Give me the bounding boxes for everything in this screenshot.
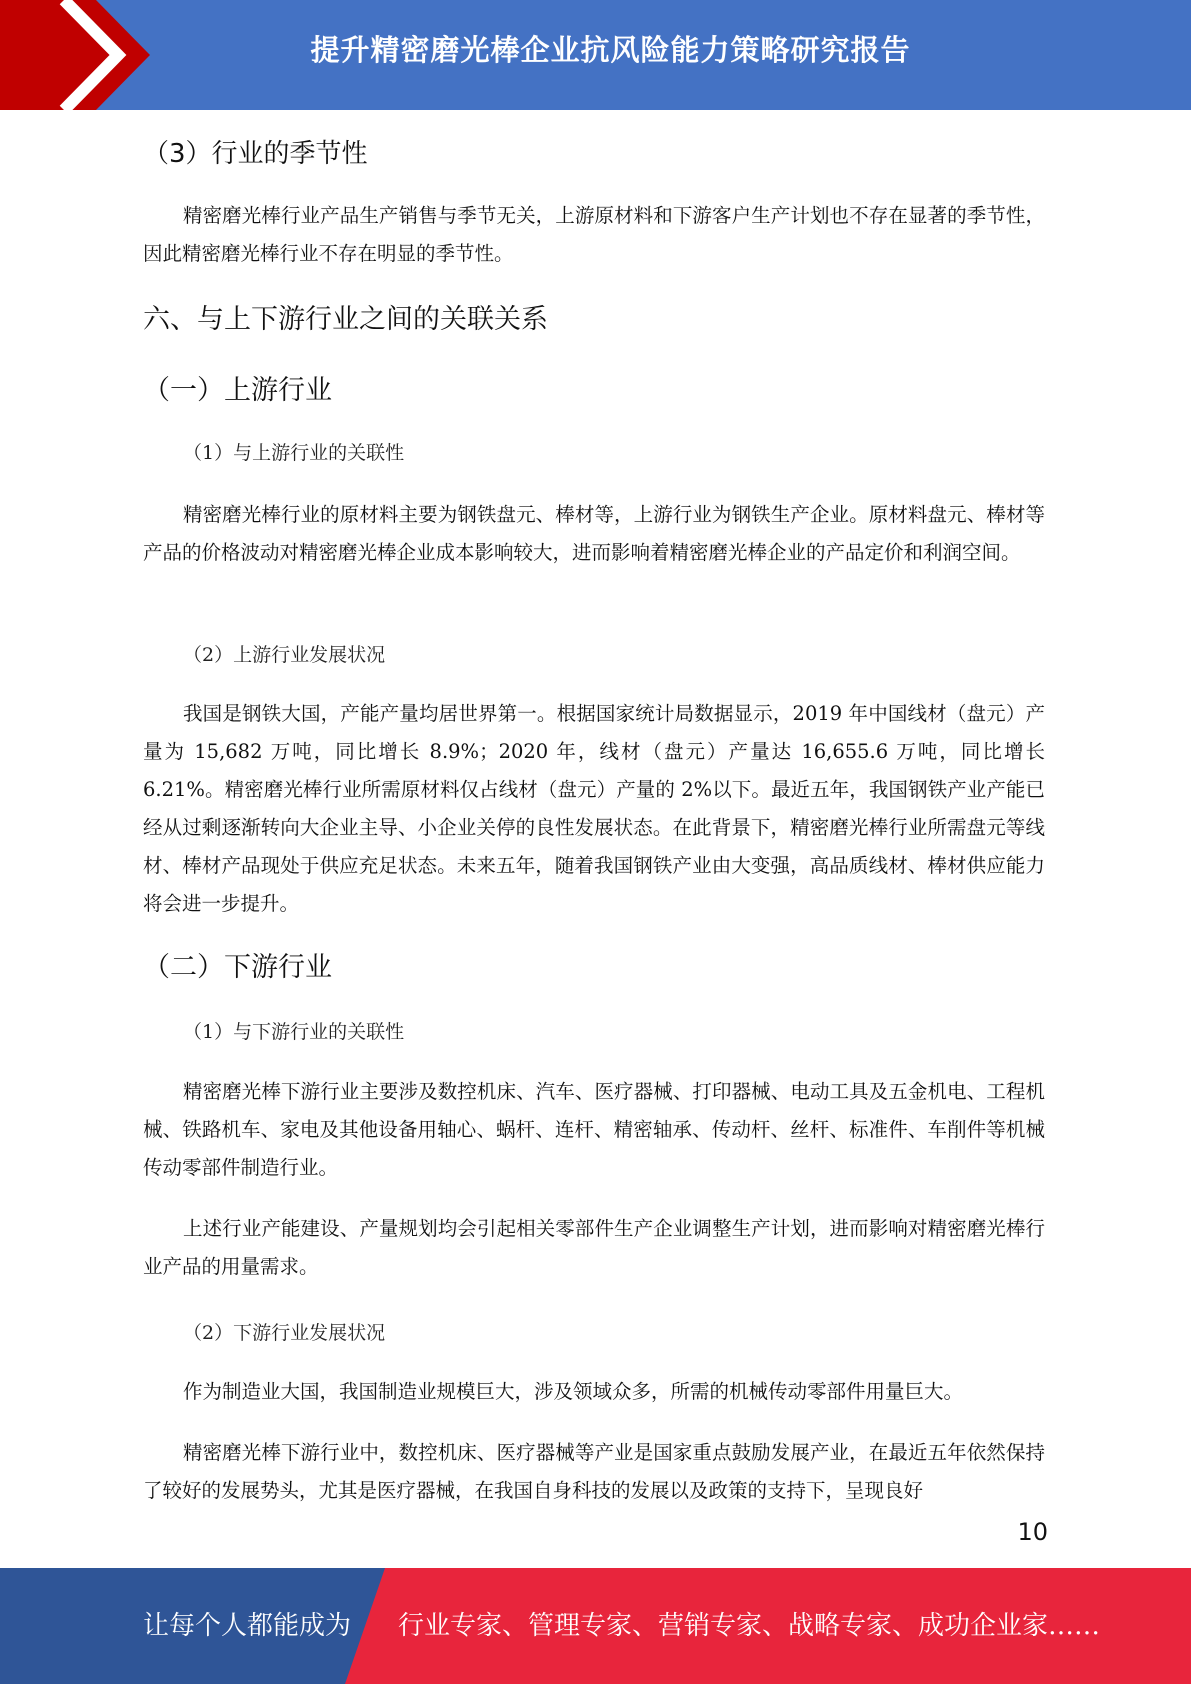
footer-slogan-left: 让每个人都能成为: [143, 1611, 352, 1641]
downstream-growth-paragraph: 精密磨光棒下游行业中，数控机床、医疗器械等产业是国家重点鼓励发展产业，在最近五年依然保持了较好的发展势头，尤其是医疗器械，在我国自身科技的发展以及政策的支持下，呈现良好: [143, 1441, 1045, 1502]
page-footer: [0, 1568, 1191, 1684]
upstream-heading: （一）上游行业: [143, 375, 332, 406]
page-number: 10: [1017, 1518, 1048, 1546]
downstream-scale-paragraph: 作为制造业大国，我国制造业规模巨大，涉及领域众多，所需的机械传动零部件用量巨大。: [183, 1380, 964, 1403]
upstream-item-relation: （1）与上游行业的关联性: [183, 442, 405, 464]
downstream-demand-paragraph: 上述行业产能建设、产量规划均会引起相关零部件生产企业调整生产计划，进而影响对精密磨光棒行业产品的用量需求。: [143, 1217, 1045, 1278]
downstream-heading: （二）下游行业: [143, 952, 332, 983]
seasonality-heading: （3）行业的季节性: [143, 139, 368, 169]
downstream-item-status: （2）下游行业发展状况: [183, 1322, 386, 1344]
upstream-item-status: （2）上游行业发展状况: [183, 644, 386, 666]
chain-relationship-heading: 六、与上下游行业之间的关联关系: [143, 304, 548, 335]
seasonality-paragraph: 精密磨光棒行业产品生产销售与季节无关，上游原材料和下游客户生产计划也不存在显著的季节性，因此精密磨光棒行业不存在明显的季节性。: [143, 204, 1045, 265]
footer-slogan-right: 行业专家、管理专家、营销专家、战略专家、成功企业家……: [398, 1611, 1101, 1641]
upstream-relation-paragraph: 精密磨光棒行业的原材料主要为钢铁盘元、棒材等，上游行业为钢铁生产企业。原材料盘元、棒材等产品的价格波动对精密磨光棒企业成本影响较大，进而影响着精密磨光棒企业的产品定价和利润空间。: [143, 503, 1045, 564]
report-title: 提升精密磨光棒企业抗风险能力策略研究报告: [310, 33, 911, 67]
page-header: [0, 0, 1191, 110]
downstream-item-relation: （1）与下游行业的关联性: [183, 1021, 405, 1043]
downstream-relation-paragraph: 精密磨光棒下游行业主要涉及数控机床、汽车、医疗器械、打印器械、电动工具及五金机电、工程机械、铁路机车、家电及其他设备用轴心、蜗杆、连杆、精密轴承、传动杆、丝杆、标准件、车削件等机械传动零部件制造行业。: [143, 1080, 1045, 1179]
upstream-status-paragraph: 我国是钢铁大国，产能产量均居世界第一。根据国家统计局数据显示，2019 年中国线材（盘元）产量为 15,682 万吨，同比增长 8.9%；2020 年，线材（盘元）产量达 16,655.6 万吨，同比增长 6.21%。精密磨光棒行业所需原材料仅占线材（盘元）产量的 2%以下。最近五年，我国钢铁产业产能已经从过剩逐渐转向大企业主导、小企业关停的良性发展状态。在此背景下，精密磨光棒行业所需盘元等线材、棒材产品现处于供应充足状态。未来五年，随着我国钢铁产业由大变强，高品质线材、棒材供应能力将会进一步提升。: [143, 702, 1045, 915]
